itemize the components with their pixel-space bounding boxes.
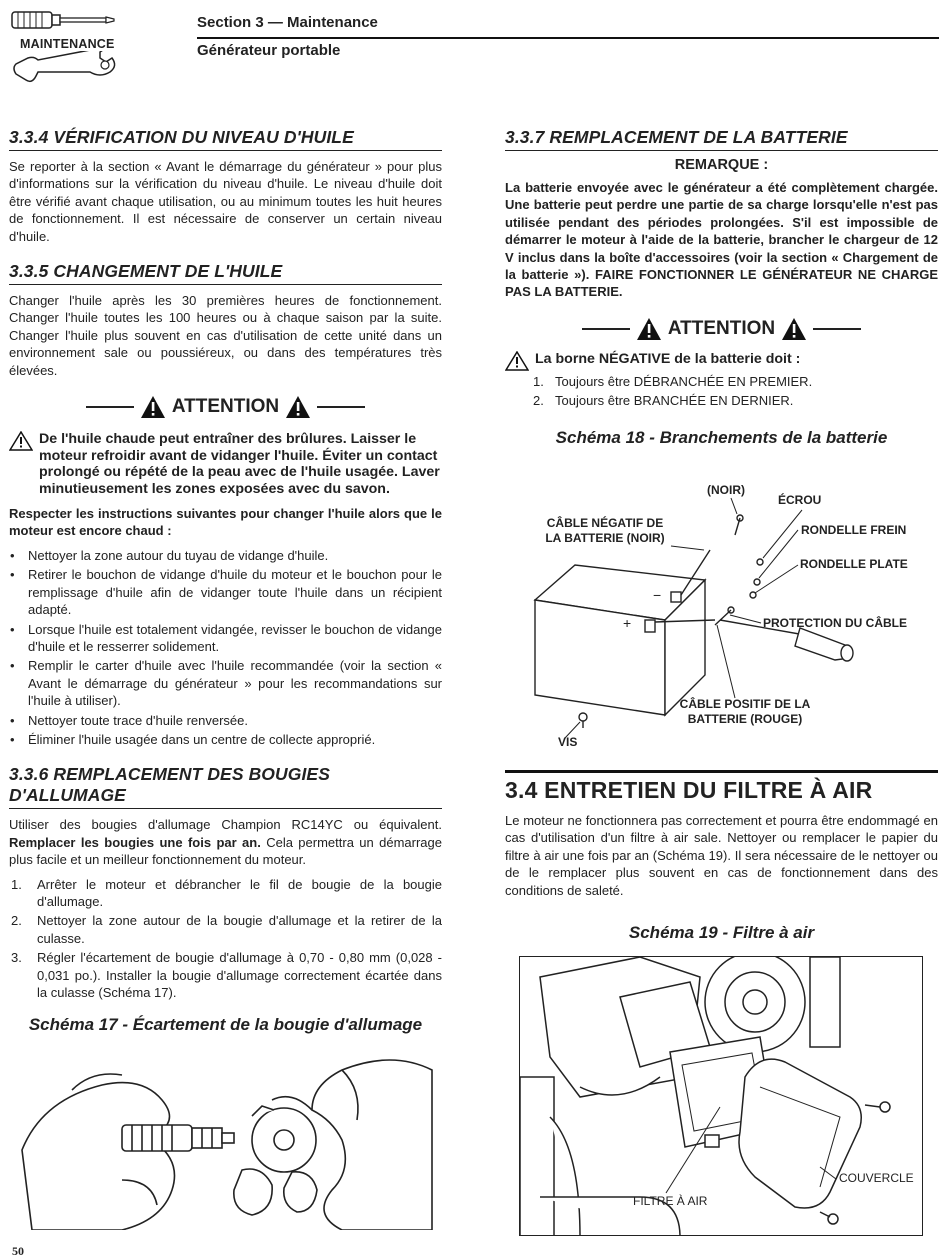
section-3-3-6-intro: Utiliser des bougies d'allumage Champion RC14YC ou équivalent. Remplacer les bougies une fois par an. Cela permettra un démarrage plus facile et un meilleur fonctionnement du moteur.: [9, 817, 442, 868]
oil-change-list: [9, 547, 442, 748]
section-3-3-6-heading: 3.3.6 REMPLACEMENT DES BOUGIES D'ALLUMAGE: [9, 764, 442, 809]
warning-outline-icon: [9, 431, 33, 451]
section-3-3-7-heading: 3.3.7 REMPLACEMENT DE LA BATTERIE: [505, 127, 938, 151]
header-rule: [197, 37, 939, 39]
section-rule: [505, 770, 938, 773]
list-item: • Nettoyer la zone autour du tuyau de vidange d'huile.: [9, 547, 442, 564]
list-item: • Remplir le carter d'huile avec l'huile recommandée (voir la section « Avant le démarrage du générateur » pour les recommandations sur l'huile à utiliser).: [9, 657, 442, 709]
list-item: • Retirer le bouchon de vidange d'huile du moteur et le bouchon pour le remplissage d'huile afin de vidanger toute l'huile dans un récipient adapté.: [9, 566, 442, 618]
list-item: • Éliminer l'huile usagée dans un centre de collecte approprié.: [9, 731, 442, 748]
warning-outline-icon: [505, 351, 529, 371]
section-3-3-5-body: Changer l'huile après les 30 premières heures de fonctionnement. Changer l'huile toutes les 100 heures ou à chaque saison par la suite. Changer l'huile plus souvent en cas d'utilisation de cette unité dans un environnement sale ou poussiéreux, ou dans des températures très élevées.: [9, 293, 442, 378]
section-3-4: [505, 770, 938, 943]
list-item: • Nettoyer toute trace d'huile renversée.: [9, 712, 442, 729]
figure-19-caption: Schéma 19 - Filtre à air: [628, 923, 815, 943]
list-item: 3. Régler l'écartement de bougie d'allumage à 0,70 - 0,80 mm (0,028 - 0,031 po.). Installer la bougie d'allumage correctement écartée dans la culasse (Schéma 17).: [11, 950, 442, 1000]
page-subtitle: Générateur portable: [197, 42, 341, 59]
section-3-4-heading: 3.4 ENTRETIEN DU FILTRE À AIR: [505, 777, 873, 803]
negative-cable-label: CÂBLE NÉGATIF DE LA BATTERIE (NOIR): [545, 516, 665, 545]
minus-sign: −: [653, 587, 662, 603]
list-item: 1. Toujours être DÉBRANCHÉE EN PREMIER.: [533, 373, 813, 389]
attention-label: ATTENTION: [171, 396, 280, 418]
section-3-3-4-body: Se reporter à la section « Avant le démarrage du générateur » pour plus d'informations sur la vérification du niveau d'huile. Le niveau d'huile doit être vérifié avant chaque utilisation, ou au minimum toutes les huit heures de fonctionnement. Il est nécessaire de conserver un certain niveau d'huile.: [9, 159, 442, 244]
cable-protector-label: PROTECTION DU CÂBLE: [763, 616, 907, 630]
list-item: 2. Nettoyer la zone autour de la bougie d'allumage et la retirer de la culasse.: [11, 913, 442, 946]
screw-label: VIS: [558, 735, 578, 749]
page-number: 50: [12, 1244, 24, 1258]
warning-triangle-icon: [781, 317, 807, 341]
right-column: [505, 127, 938, 448]
hot-oil-warning: [9, 431, 442, 497]
spark-plug-steps: [9, 876, 442, 1002]
warning-triangle-icon: [140, 395, 166, 419]
left-column: [9, 127, 442, 1035]
section-title: Section 3 — Maintenance: [197, 14, 378, 31]
attention-banner: [9, 395, 442, 419]
remarque-label: REMARQUE :: [674, 157, 769, 173]
battery-terminal-steps: [505, 373, 938, 410]
noir-label: (NOIR): [707, 483, 745, 497]
air-filter-label: FILTRE À AIR: [633, 1194, 708, 1208]
positive-cable-label: CÂBLE POSITIF DE LA BATTERIE (ROUGE): [679, 697, 811, 726]
figure-17-caption: Schéma 17 - Écartement de la bougie d'allumage: [28, 1015, 423, 1035]
air-filter-illustration: [519, 956, 923, 1236]
battery-warning: [505, 351, 938, 371]
warning-triangle-icon: [285, 395, 311, 419]
maintenance-label: MAINTENANCE: [20, 37, 115, 51]
section-3-3-4-heading: 3.3.4 VÉRIFICATION DU NIVEAU D'HUILE: [9, 127, 442, 151]
lock-washer-label: RONDELLE FREIN: [801, 523, 907, 537]
list-item: • Lorsque l'huile est totalement vidangée, revisser le bouchon de vidange d'huile et le resserrer solidement.: [9, 621, 442, 656]
list-item: 2. Toujours être BRANCHÉE EN DERNIER.: [533, 393, 794, 409]
section-3-4-body: Le moteur ne fonctionnera pas correctement et pourra être endommagé en cas d'utilisation d'un filtre à air sale. Nettoyer ou remplacer le papier du filtre à air une fois par an (Schéma 19). Il sera nécessaire de le nettoyer ou de le remplacer plus souvent en cas de fonctionnement dans des conditions de saleté.: [505, 813, 938, 898]
attention-label: ATTENTION: [667, 317, 776, 339]
list-item: 1. Arrêter le moteur et débrancher le fil de bougie de la bougie d'allumage.: [11, 876, 442, 909]
battery-connection-diagram: [505, 470, 938, 760]
hot-oil-warning-text: De l'huile chaude peut entraîner des brûlures. Laisser le moteur refroidir avant de vidanger l'huile. Éviter un contact prolongé ou répété de la peau avec de l'huile usagée. Laver minutieusement les zones exposées avec du savon.: [39, 431, 440, 497]
attention-banner: [505, 317, 938, 341]
cover-label: COUVERCLE: [839, 1171, 914, 1185]
spark-plug-illustration: [12, 1030, 442, 1230]
warning-triangle-icon: [636, 317, 662, 341]
oil-instructions-intro: Respecter les instructions suivantes pour changer l'huile alors que le moteur est encore chaud :: [9, 506, 442, 539]
figure-18-caption: Schéma 18 - Branchements de la batterie: [555, 427, 888, 447]
section-3-3-5-heading: 3.3.5 CHANGEMENT DE L'HUILE: [9, 261, 442, 285]
ecrou-label: ÉCROU: [778, 493, 822, 507]
flat-washer-label: RONDELLE PLATE: [800, 557, 908, 571]
battery-warning-text: La borne NÉGATIVE de la batterie doit :: [535, 350, 801, 367]
battery-note: La batterie envoyée avec le générateur a été complètement chargée. Une batterie peut perdre une partie de sa charge lorsqu'elle n'est pas utilisée pendant des périodes prolongées. S'il est impossible de démarrer le moteur à l'aide de la batterie, brancher le chargeur de 12 V inclus dans la boîte d'accessoires (voir la section « Chargement de la batterie »). FAIRE FONCTIONNER LE GÉNÉRATEUR NE CHARGE PAS LA BATTERIE.: [505, 180, 938, 300]
plus-sign: +: [623, 615, 632, 631]
